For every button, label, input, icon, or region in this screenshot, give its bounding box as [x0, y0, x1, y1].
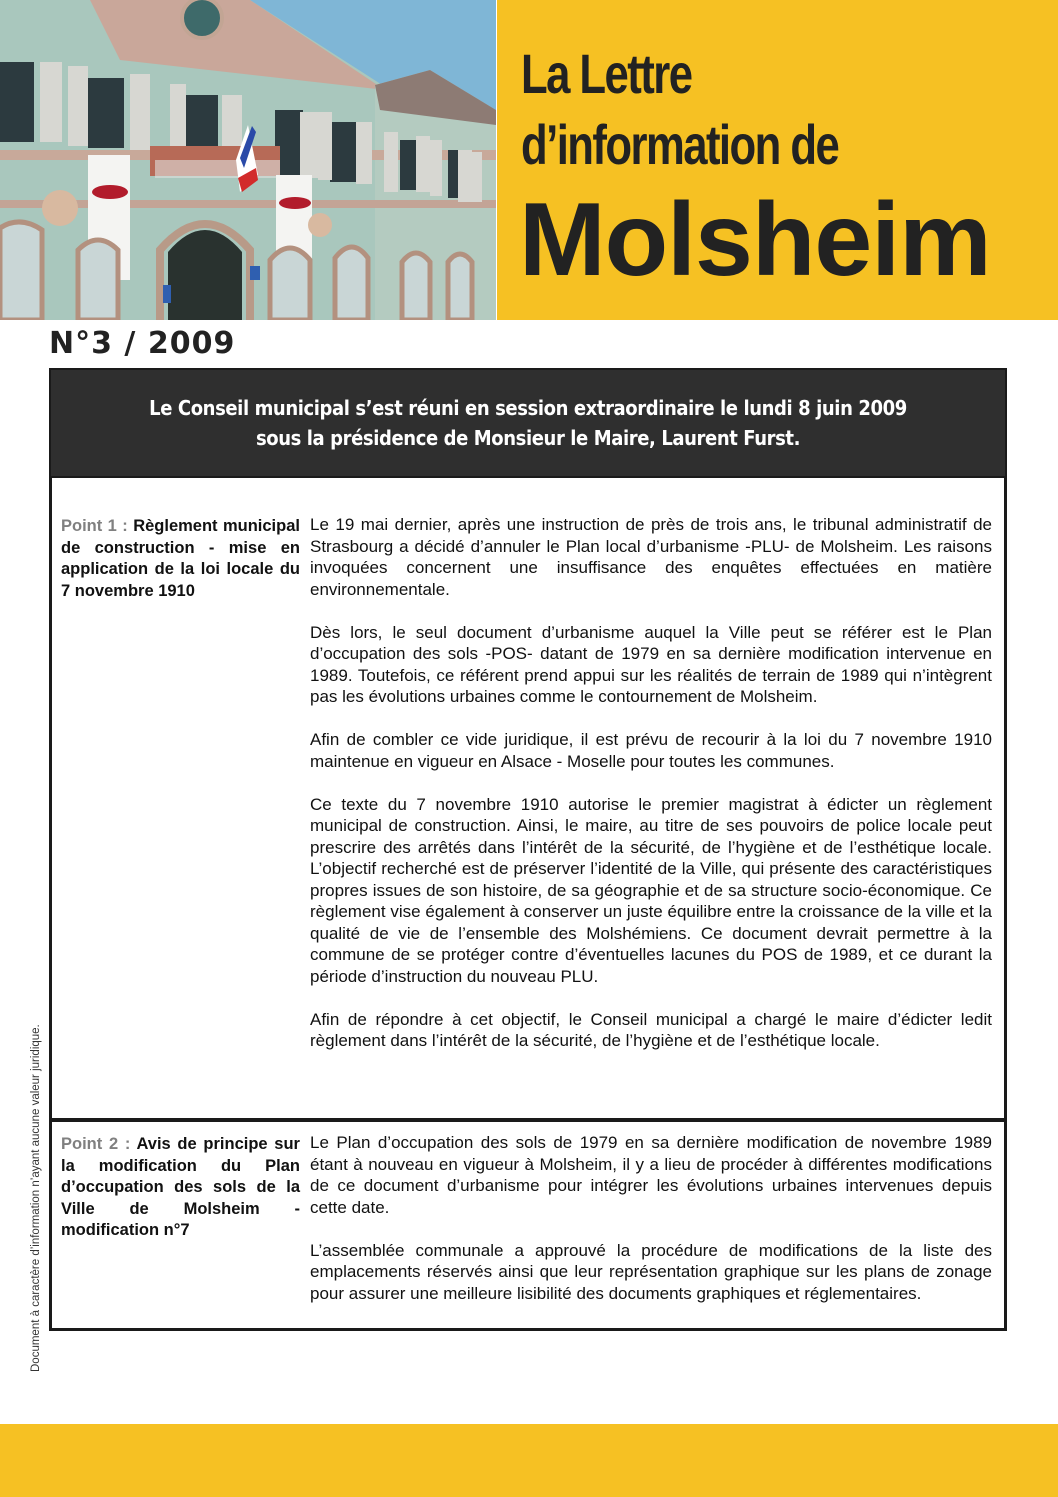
session-banner [49, 368, 1007, 478]
title-town-name: Molsheim [519, 182, 991, 298]
paragraph: Le 19 mai dernier, après une instruction de près de trois ans, le tribunal administratif de Strasbourg a décidé d’annuler le Plan local d’urbanisme -PLU- de Molsheim. Les raisons invoquées concernent une insuffisance des enquêtes effectuées en matière environnementale. [310, 515, 992, 599]
paragraph: Ce texte du 7 novembre 1910 autorise le premier magistrat à édicter un règlement municipal de construction. Ainsi, le maire, au titre de ses pouvoirs de police locale peut prescrire des arrêtés dans l’intérêt de la sécurité, de l’hygiène et de l’esthétique locale. L’objectif recherché est de préserver l’identité de la Ville, qui présente des caractéristiques propres issues de son histoire, de sa géographie et de sa structure socio-économique. Ce règlement vise également à conserver un juste équilibre entre la croissance de la ville et la qualité de vie de l’ensemble des Molshémiens. Ce document devrait permettre à la commune de se protéger contre d’éventuelles lacunes du POS de 1989, et ce durant la période d’instruction du nouveau PLU. [310, 794, 992, 986]
title-block [497, 0, 1058, 320]
legal-disclaimer: Document à caractère d’information n’ayant aucune valeur juridique. [30, 1024, 42, 1372]
title-line-2: d’information de [521, 113, 839, 176]
paragraph: L’assemblée communale a approuvé la procédure de modifications de la liste des emplacements réservés ainsi que leur représentation graphique sur les plans de zonage pour assurer une meilleure lisibilité des documents graphiques et réglementaires. [310, 1240, 992, 1303]
point-title: Avis de principe sur la modification du Plan d’occupation des sols de la Ville de Molsheim - modification n°7 [61, 1135, 300, 1239]
paragraph: Afin de répondre à cet objectif, le Conseil municipal a chargé le maire d’édicter ledit règlement dans l’intérêt de la sécurité, de l’hygiène et de l’esthétique locale. [310, 1009, 992, 1050]
agenda-table [49, 478, 1007, 1331]
point-separator: : [118, 1135, 137, 1153]
point-title: Règlement municipal de construction - mise en application de la loi locale du 7 novembre 1910 [61, 517, 300, 600]
paragraph: Afin de combler ce vide juridique, il est prévu de recourir à la loi du 7 novembre 1910 maintenue en vigueur en Alsace - Moselle pour toutes les communes. [310, 730, 992, 771]
town-hall-photo [0, 0, 496, 320]
agenda-row-point-1 [52, 478, 1004, 1118]
banner-line-1: Le Conseil municipal s’est réuni en session extraordinaire le lundi 8 juin 2009 [149, 396, 907, 420]
point-body [300, 1122, 1004, 1328]
paragraph: Le Plan d’occupation des sols de 1979 en sa dernière modification de novembre 1989 étant à nouveau en vigueur à Molsheim, il y a lieu de procéder à différentes modifications de ce document d’urbanisme pour intégrer les évolutions urbaines intervenues depuis cette date. [310, 1133, 992, 1217]
point-label: Point 1 [61, 517, 117, 535]
banner-line-2: sous la présidence de Monsieur le Maire, Laurent Furst. [255, 426, 801, 450]
point-heading [52, 478, 300, 1118]
point-body [300, 478, 1004, 1118]
footer-band [0, 1424, 1058, 1497]
issue-number: N°3 / 2009 [49, 326, 236, 361]
agenda-row-point-2 [52, 1118, 1004, 1328]
point-separator: : [116, 517, 134, 535]
paragraph: Dès lors, le seul document d’urbanisme auquel la Ville peut se référer est le Plan d’occupation des sols -POS- datant de 1979 en sa dernière modification intervenue en 1989. Toutefois, ce référent prend appui sur les réalités de terrain de 1989 qui n’intègrent pas les évolutions urbaines comme le contournement de Molsheim. [310, 622, 992, 706]
town-hall-illustration [0, 0, 496, 320]
point-heading [52, 1122, 300, 1328]
point-label: Point 2 [61, 1135, 119, 1153]
title-line-1: La Lettre [521, 42, 692, 105]
